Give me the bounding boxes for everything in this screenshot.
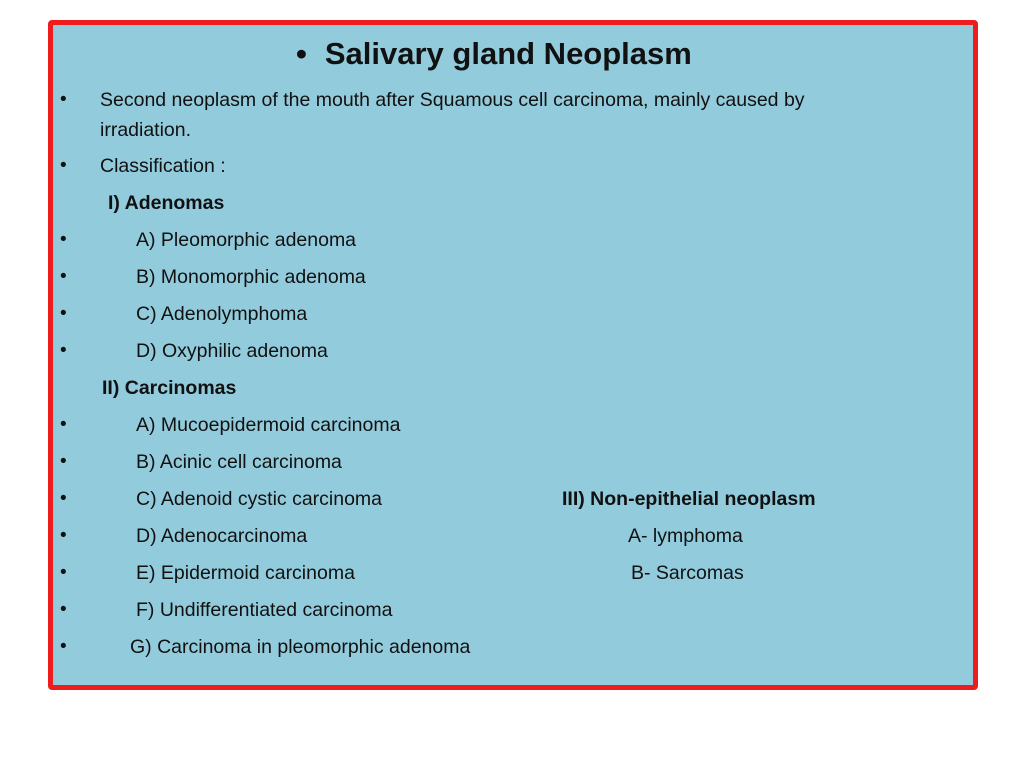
intro-line-2: irradiation.: [100, 119, 192, 141]
list-item: A- lymphoma: [628, 525, 743, 547]
classification-label: Classification :: [100, 155, 226, 177]
title-bullet: •: [296, 36, 307, 71]
bullet: •: [60, 155, 67, 176]
slide-title: [296, 36, 692, 72]
bullet: •: [60, 414, 67, 435]
bullet: •: [60, 525, 67, 546]
bullet: •: [60, 451, 67, 472]
title-text: Salivary gland Neoplasm: [324, 36, 692, 71]
bullet: •: [60, 599, 67, 620]
bullet: •: [60, 340, 67, 361]
list-item: C) Adenolymphoma: [136, 303, 308, 325]
group-heading-carcinomas: II) Carcinomas: [102, 377, 237, 399]
group-heading-non-epithelial: III) Non-epithelial neoplasm: [562, 488, 816, 510]
list-item: B) Monomorphic adenoma: [136, 266, 366, 288]
bullet: •: [60, 488, 67, 509]
list-item: E) Epidermoid carcinoma: [136, 562, 355, 584]
list-item: B- Sarcomas: [631, 562, 744, 584]
bullet: •: [60, 636, 67, 657]
bullet: •: [60, 89, 67, 110]
bullet: •: [60, 229, 67, 250]
bullet: •: [60, 562, 67, 583]
bullet: •: [60, 303, 67, 324]
list-item: C) Adenoid cystic carcinoma: [136, 488, 383, 510]
bullet: •: [60, 266, 67, 287]
list-item: A) Pleomorphic adenoma: [136, 229, 357, 251]
group-heading-adenomas: I) Adenomas: [108, 192, 225, 214]
list-item: A) Mucoepidermoid carcinoma: [136, 414, 401, 436]
list-item: B) Acinic cell carcinoma: [136, 451, 342, 473]
list-item: D) Oxyphilic adenoma: [136, 340, 328, 362]
intro-line-1: Second neoplasm of the mouth after Squamous cell carcinoma, mainly caused by: [100, 89, 805, 111]
list-item: D) Adenocarcinoma: [136, 525, 308, 547]
list-item: G) Carcinoma in pleomorphic adenoma: [130, 636, 471, 658]
list-item: F) Undifferentiated carcinoma: [136, 599, 393, 621]
